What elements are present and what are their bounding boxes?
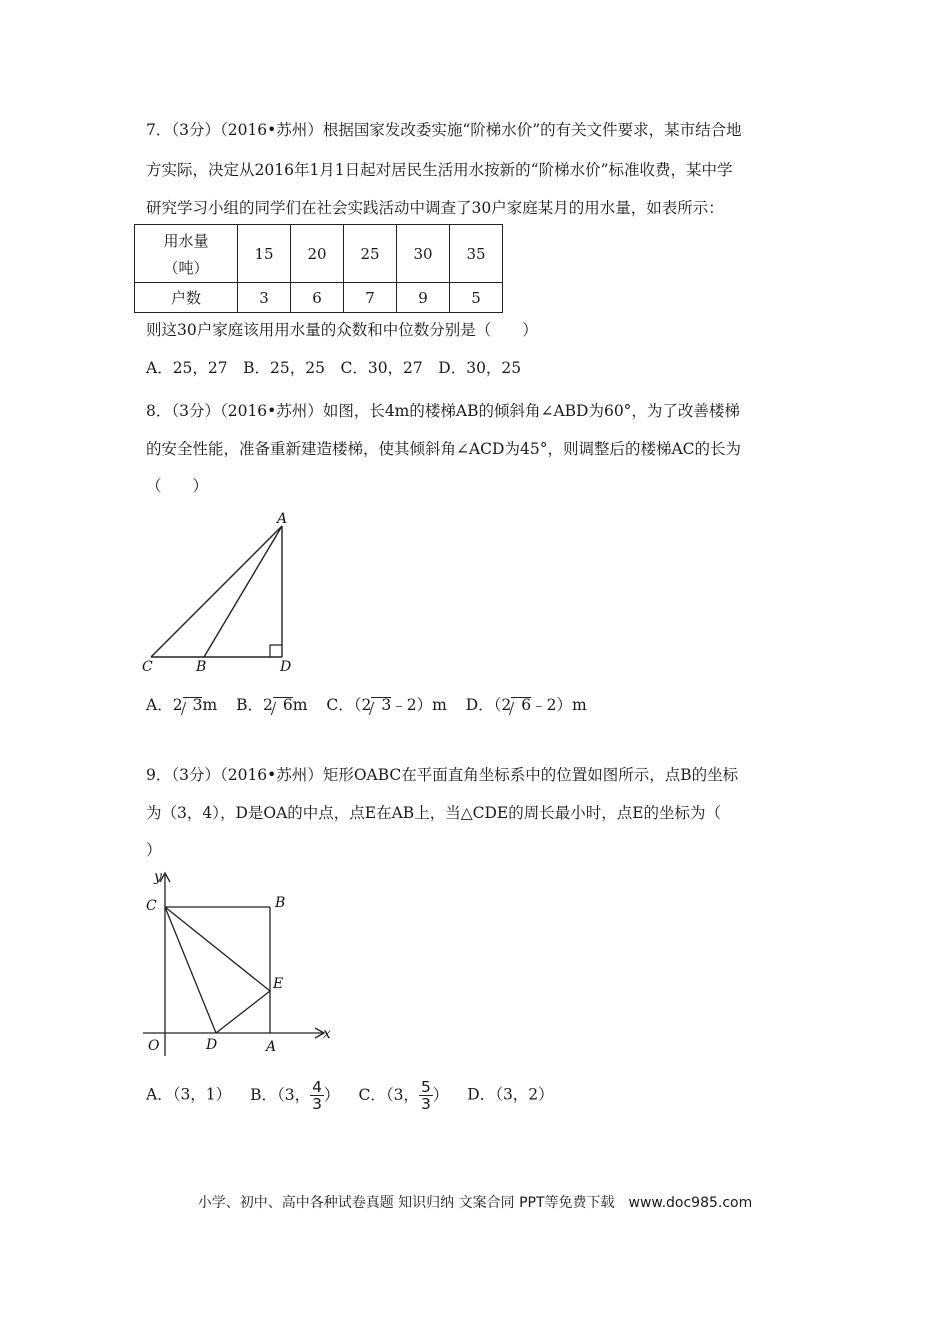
q9-options [146,1079,554,1112]
option-d: D．（3，2） [467,1085,554,1104]
option-a: A．2 3m [146,696,218,714]
table-row [135,283,503,313]
q7-question: 则这30户家庭该用用水量的众数和中位数分别是（ ） [146,321,538,339]
label-o: O [148,1038,160,1054]
label-a: A [277,511,288,527]
table-cell: 25 [344,225,397,283]
q7-line-3: 研究学习小组的同学们在社会实践活动中调查了30户家庭某月的用水量，如表所示： [146,199,724,217]
option-c: C．（2 3﹣2）m [326,696,447,714]
stair-figure [138,505,308,675]
footer-text: 小学、初中、高中各种试卷真题 知识归纳 文案合同 PPT等免费下载 www.doc985.com [197,1195,753,1211]
table-cell: 3 [238,283,291,313]
table-cell: 15 [238,225,291,283]
header-usage: 用水量 [163,231,209,250]
label-e: E [273,976,284,992]
table-header-cell: 户数 [135,283,238,313]
table-cell: 9 [397,283,450,313]
segment-de [216,991,270,1033]
q8-line-2: 的安全性能，准备重新建造楼梯，使其倾斜角∠ACD为45°，则调整后的楼梯AC的长为 [146,440,741,458]
option-a: A．（3，1） [146,1085,232,1104]
table-cell: 35 [450,225,503,283]
q9-line-2: 为（3，4），D是OA的中点，点E在AB上，当△CDE的周长最小时，点E的坐标为（ [146,804,722,822]
label-d: D [280,659,292,675]
header-unit: （吨） [163,258,209,277]
q9-line-1: 9．（3分）（2016•苏州）矩形OABC在平面直角坐标系中的位置如图所示，点B的坐标 [146,766,739,784]
q8-line-3: （ ） [146,477,209,495]
label-b: B [275,895,286,911]
label-b: B [196,659,207,675]
segment-cd [165,907,216,1033]
q8-line-1: 8．（3分）（2016•苏州）如图，长4m的楼梯AB的倾斜角∠ABD为60°，为了改善楼梯 [146,402,740,420]
table-header-cell [135,225,238,283]
water-usage-table [134,224,503,313]
table-cell: 20 [291,225,344,283]
table-cell: 30 [397,225,450,283]
table-cell: 6 [291,283,344,313]
table-cell: 7 [344,283,397,313]
table-row [135,225,503,283]
option-b: B．2 6m [236,696,308,714]
label-d: D [206,1037,218,1053]
q9-line-3: ） [146,841,162,859]
option-d: D．（2 6﹣2）m [465,696,587,714]
segment-ce [165,907,270,991]
q7-line-2: 方实际，决定从2016年1月1日起对居民生活用水按新的“阶梯水价”标准收费，某中学 [146,161,733,179]
right-angle-mark [270,645,282,657]
option-c: C．（3， $\frac{5}{3}$ ） [358,1078,449,1113]
label-y: y [154,869,162,885]
q8-options [146,693,587,715]
label-c: C [142,659,153,675]
option-b: B．（3， $\frac{4}{3}$ ） [250,1078,340,1113]
label-x: x [323,1026,331,1042]
q7-options: A．25，27 B．25，25 C．30，27 D．30，25 [146,359,522,377]
table-cell: 5 [450,283,503,313]
coordinate-figure [138,866,338,1061]
q7-line-1: 7．（3分）（2016•苏州）根据国家发改委实施“阶梯水价”的有关文件要求，某市结合地 [146,121,742,139]
label-c: C [146,898,157,914]
label-a: A [266,1039,277,1055]
